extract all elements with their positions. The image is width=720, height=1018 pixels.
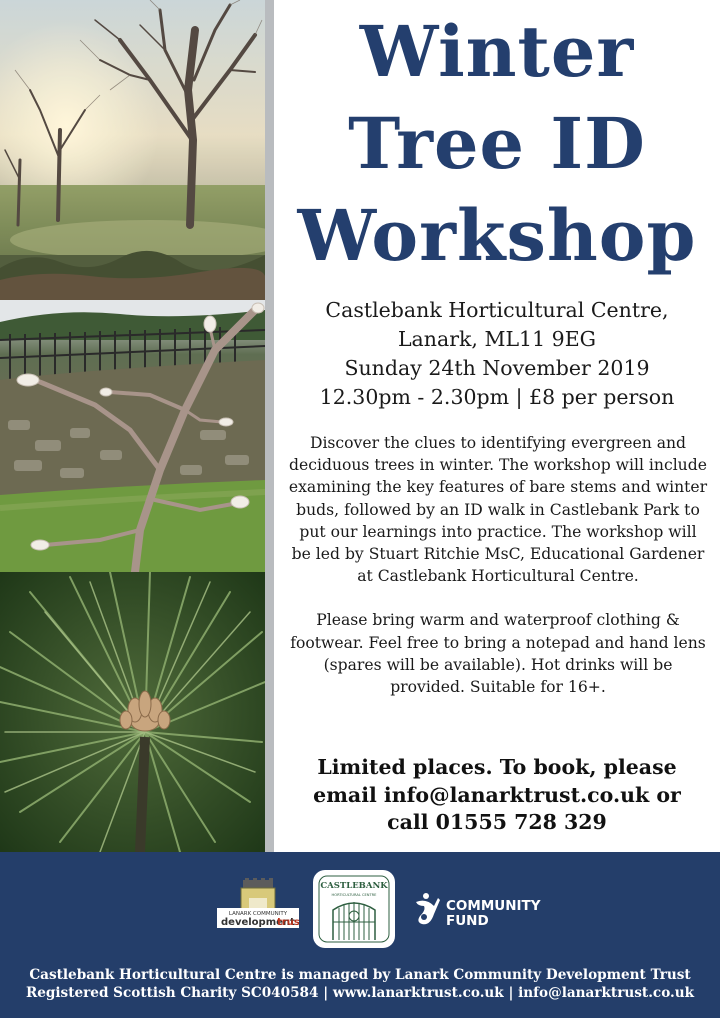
castlebank-arc-text: CASTLEBANK [320, 881, 388, 891]
footer-line-2: Registered Scottish Charity SC040584 | www.lanarktrust.co.uk | info@lanarktrust.co.uk [25, 985, 695, 1001]
booking-line-1: Limited places. To book, please [317, 755, 677, 779]
booking-line-3: call 01555 728 329 [387, 810, 607, 834]
description-paragraph-2: Please bring warm and waterproof clothing & footwear. Feel free to bring a notepad and hand lens (spares will be available). Hot drinks will be provided. Suitable for 16+. [290, 611, 706, 697]
photo-column [0, 0, 265, 852]
title-line-2: Tree ID [348, 102, 646, 185]
column-divider [265, 0, 274, 852]
community-fund-text-1: COMMUNITY [446, 898, 541, 914]
event-details [274, 296, 720, 412]
title-line-3: Workshop [297, 194, 697, 277]
event-time-price: 12.30pm - 2.30pm | £8 per person [319, 385, 675, 409]
description-paragraph-1: Discover the clues to identifying evergreen and deciduous trees in winter. The workshop will include examining the key features of bare stems and winter buds, followed by an ID walk in Castlebank Park to put our learnings into practice. The workshop will be led by Stuart Ritchie MsC, Educational Gardener at Castlebank Horticultural Centre. [288, 434, 708, 586]
page-title [274, 6, 720, 282]
castlebank-sub-text: HORTICULTURAL CENTRE [331, 893, 377, 897]
lcdt-logo [217, 878, 299, 940]
footer-text [0, 966, 720, 1002]
event-venue: Castlebank Horticultural Centre, [325, 298, 669, 322]
castlebank-logo [313, 870, 395, 948]
photo-winter-tree [0, 0, 265, 300]
photo-bare-stem [0, 300, 265, 572]
footer-line-1: Castlebank Horticultural Centre is managed by Lanark Community Development Trust [29, 967, 691, 983]
content-column [274, 0, 720, 852]
event-address: Lanark, ML11 9EG [397, 327, 597, 351]
booking-line-2: email info@lanarktrust.co.uk or [313, 782, 681, 807]
lcdt-word-trust: trus [277, 917, 299, 928]
community-fund-logo [412, 888, 552, 932]
footer [0, 852, 720, 1018]
lcdt-small-text: LANARK COMMUNITY [228, 911, 288, 917]
community-fund-text-2: FUND [446, 913, 489, 929]
description [288, 432, 708, 698]
photo-pine-needles [0, 572, 265, 852]
lcdt-word-development: development [221, 917, 295, 928]
booking-info [274, 754, 720, 837]
event-date: Sunday 24th November 2019 [344, 356, 650, 380]
title-line-1: Winter [359, 10, 635, 93]
